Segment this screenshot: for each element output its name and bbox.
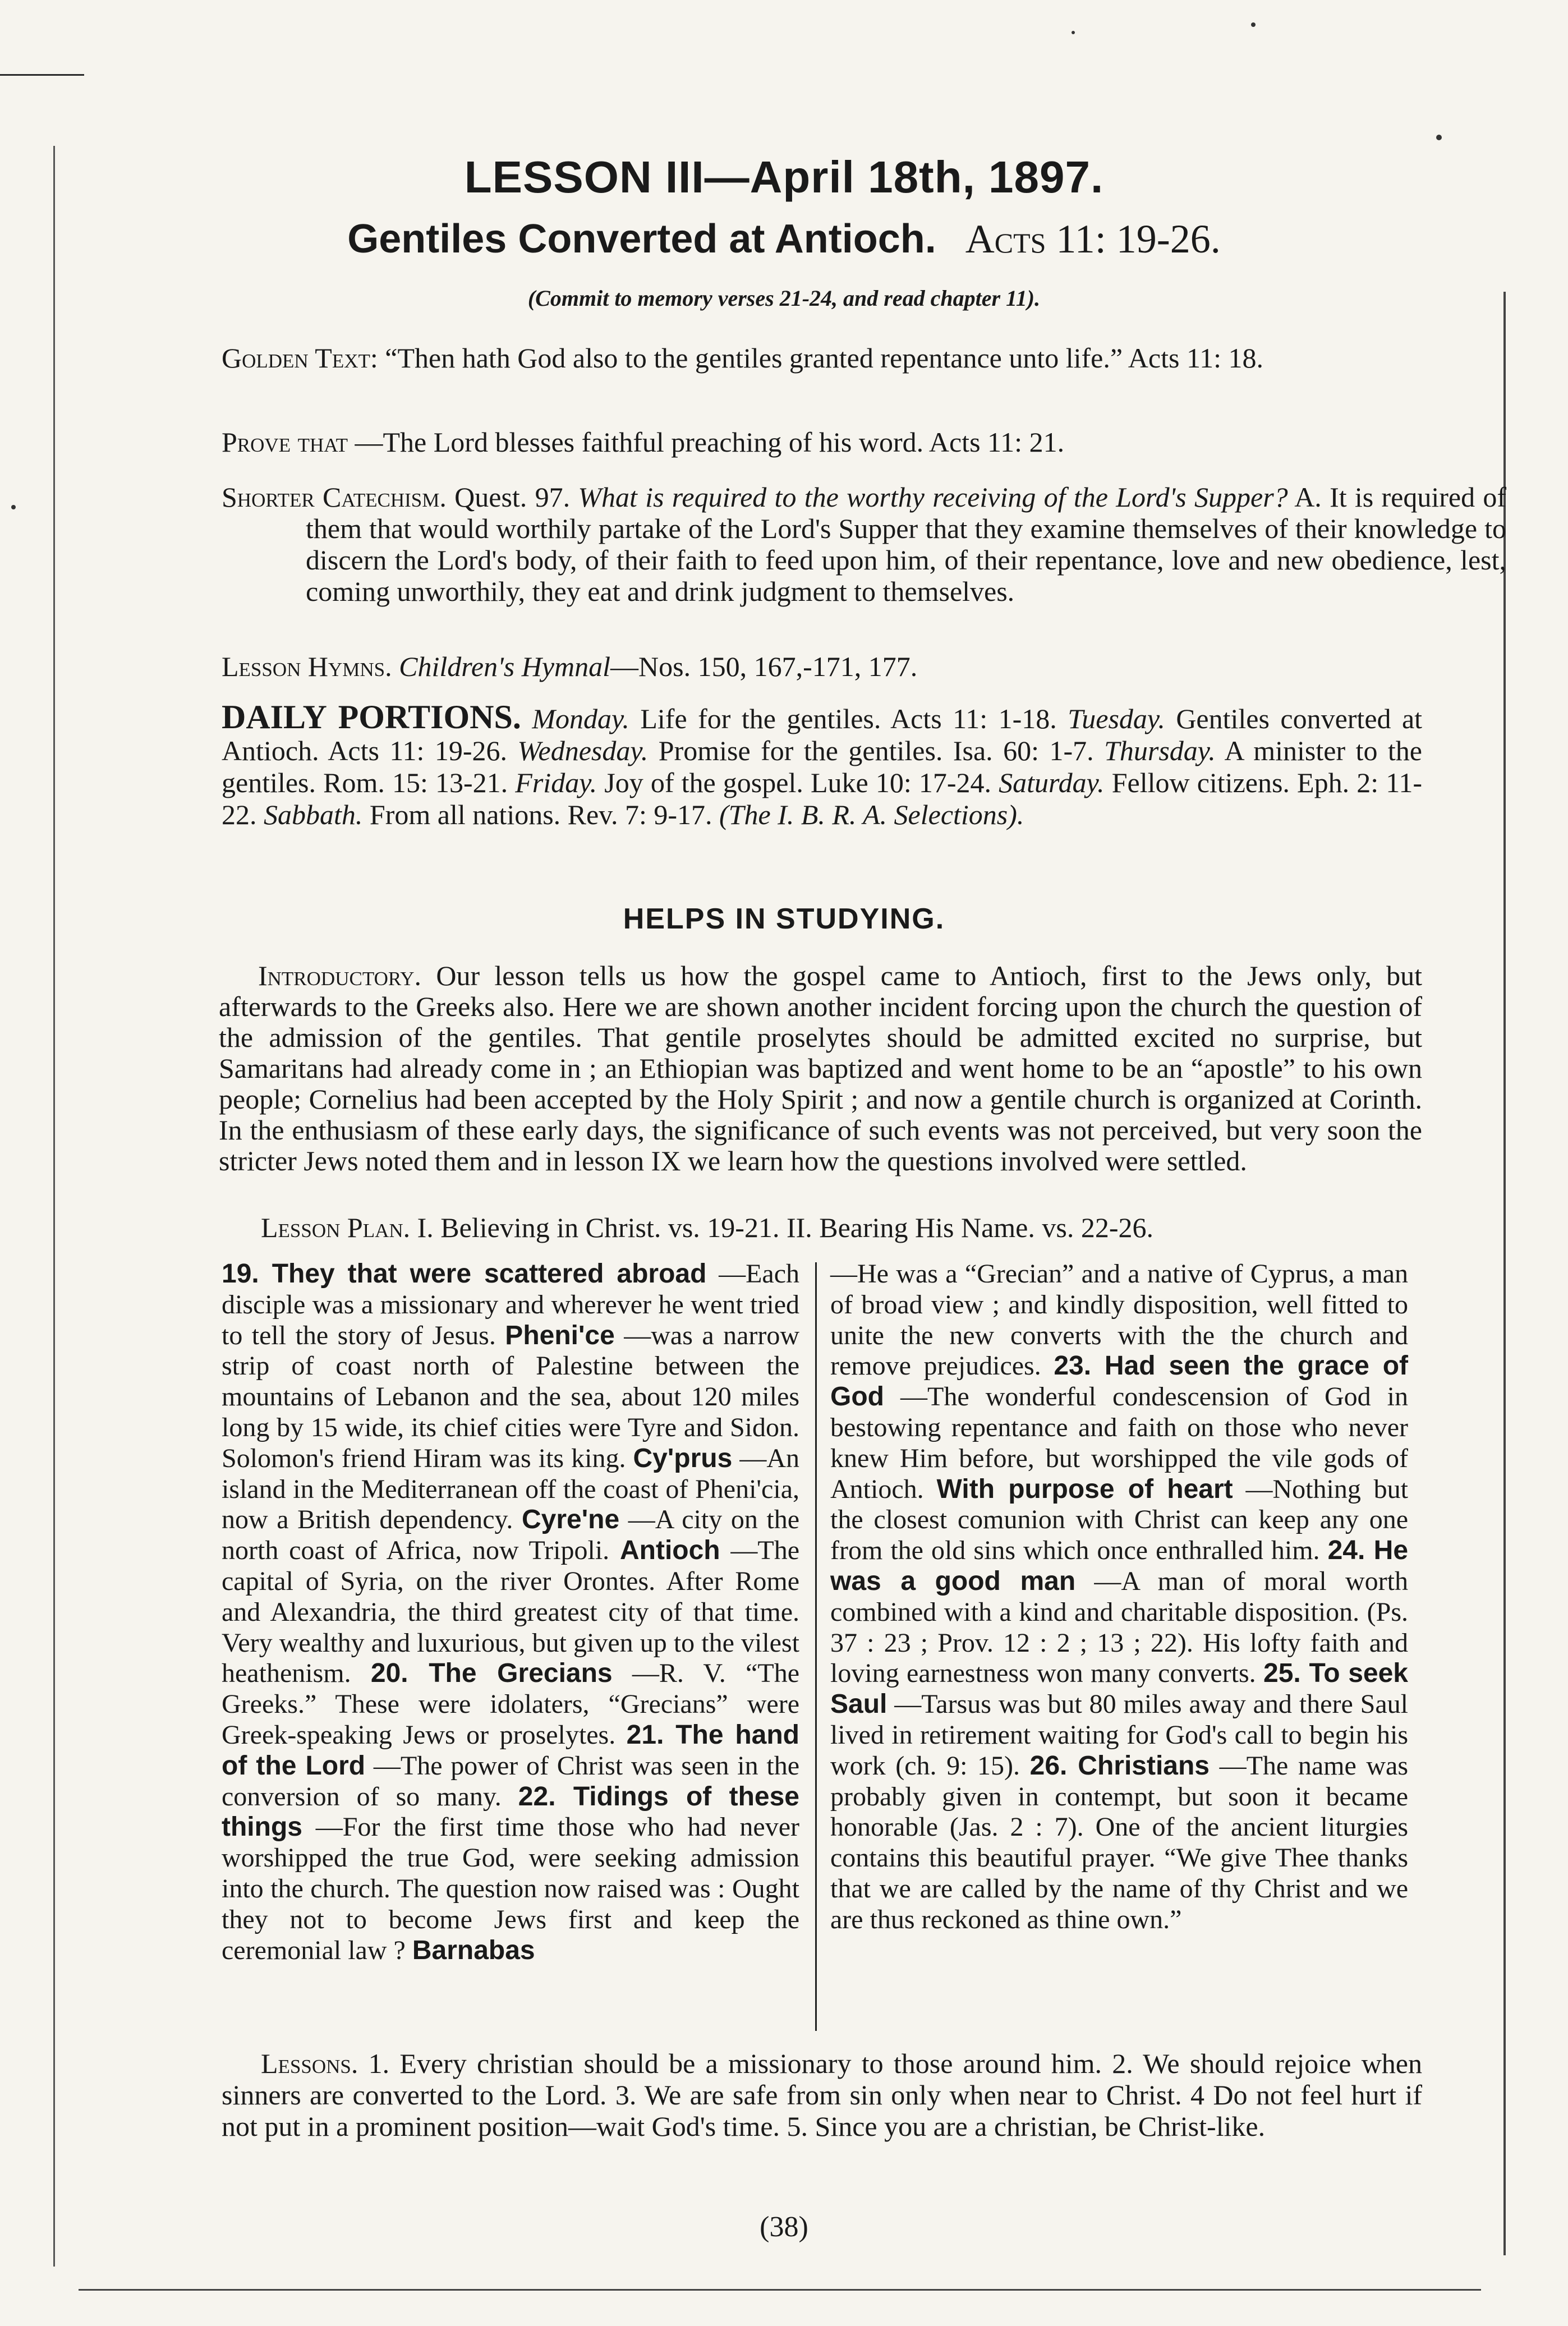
lesson-plan-label: Lesson Plan. [261,1212,411,1243]
lesson-plan-body: I. Believing in Christ. vs. 19-21. II. Bearing His Name. vs. 22-26. [417,1212,1153,1243]
verse-heading: Barnabas [412,1935,535,1965]
scan-edge-top [0,74,84,76]
verse-note: —A man of moral worth combined with a kind and charitable disposition. (Ps. 37 : 23 ; Prov. 12 : 2 ; 13 ; 22). His lofty faith and loving earnestness won many converts. [830,1566,1408,1689]
daily-day: Friday. [515,767,597,798]
subtitle-main: Gentiles Converted at Antioch. [347,217,936,261]
daily-text: Promise for the gentiles. Isa. 60: 1-7. [658,735,1094,766]
daily-day: Monday. [532,703,629,734]
golden-text-label: Golden Text: [222,342,378,374]
verse-heading: 25. To seek Saul [830,1658,1409,1720]
prove-that-body: —The Lord blesses faithful preaching of his word. Acts 11: 21. [355,426,1065,458]
catechism-label: Shorter Catechism. [222,481,447,513]
lesson-hymns [222,651,1422,682]
verse-heading: 20. The Grecians [370,1658,613,1689]
verse-note: —R. V. “The Greeks.” These were idolaters, “Grecians” were Greek-speaking Jews or proselytes. [222,1658,800,1750]
daily-text: Gentiles converted at Antioch. Acts 11: 19-26. [222,703,1423,766]
verse-note: —The capital of Syria, on the river Orontes. After Rome and Alexandria, the third greatest city of that time. Very wealthy and luxurious, but given up to the vilest heathenism. [222,1536,800,1689]
lessons [222,2048,1422,2142]
hymns-book: Children's Hymnal [399,651,611,682]
verse-note: —He was a “Grecian” and a native of Cyprus, a man of broad view ; and kindly disposition, well fitted to unite the new converts with the the church and remove prejudices. [830,1259,1408,1381]
introductory-body: Our lesson tells us how the gospel came to Antioch, first to the Jews only, but afterwards to the Greeks also. Here we are shown another incident forcing upon the church the question of the admission of the gentiles. That gentile proselytes should be admitted excited no surprise, but Samaritans had already come in ; an Ethiopian was baptized and went home to be an “apostle” to his own people; Cornelius had been accepted by the Holy Spirit ; and now a gentile church is organized at Corinth. In the enthusiasm of these early days, the significance of such events was not perceived, but very soon the stricter Jews noted them and in lesson IX we learn how the questions involved were settled. [219,960,1422,1176]
scan-speck [1436,135,1442,140]
daily-text: A minister to the gentiles. Rom. 15: 13-21. [222,735,1422,798]
daily-day: Sabbath. [264,799,363,830]
verse-heading: 21. The hand of the Lord [222,1720,799,1781]
verse-heading: Pheni'ce [505,1320,615,1350]
verse-heading: Antioch [619,1536,720,1566]
notes-left-column [222,1259,799,1966]
golden-text [222,342,1422,374]
shorter-catechism [222,481,1506,607]
verse-note: —The wonderful condescension of God in bestowing repentance and faith on those who never knew Him before, but worshipped the vile gods of Antioch. [830,1382,1409,1504]
golden-text-body: “Then hath God also to the gentiles granted repentance unto life.” Acts 11: 18. [385,342,1263,374]
scan-speck [11,505,16,509]
scan-speck [1072,31,1075,34]
notes-right-column [830,1259,1408,1936]
prove-that [222,426,1422,458]
verse-heading: Cy'prus [633,1443,733,1473]
daily-day: Saturday. [999,767,1105,798]
column-divider [815,1262,817,2031]
hymns-label: Lesson Hymns. [222,651,392,682]
introductory [219,960,1422,1176]
prove-that-label: Prove that [222,426,348,458]
daily-text: Fellow citizens. Eph. 2: 11-22. [222,767,1423,830]
verse-note: —The power of Christ was seen in the conversion of so many. [222,1750,800,1812]
helps-heading: HELPS IN STUDYING. [623,903,945,935]
daily-portions [222,698,1423,831]
daily-text: From all nations. Rev. 7: 9-17. [369,799,712,830]
verse-heading: With purpose of heart [936,1474,1233,1504]
lessons-body: 1. Every christian should be a missionary to those around him. 2. We should rejoice when sinners are converted to the Lord. 3. We are safe from sin only when near to Christ. 4 Do not feel hurt if not put in a prominent position—wait God's time. 5. Since you are a christian, be Christ-like. [222,2048,1422,2142]
hymns-numbers: —Nos. 150, 167,-171, 177. [610,651,918,682]
verse-note: —An island in the Mediterranean off the coast of Pheni'cia, now a British dependency. [222,1443,800,1535]
daily-portions-note: (The I. B. R. A. Selections). [719,799,1024,830]
verse-heading: Cyre'ne [521,1505,620,1535]
scan-edge-left [53,146,55,2267]
lesson-plan [222,1212,1422,1243]
introductory-label: Introductory. [258,960,422,991]
catechism-quest: Quest. 97. [454,481,571,513]
verse-heading: 22. Tidings of these things [222,1781,800,1842]
verse-heading: 23. Had seen the grace of God [830,1351,1408,1412]
scan-edge-bottom [79,2289,1481,2291]
catechism-answer: A. It is required of them that would worthily partake of the Lord's Supper that they examine themselves of their knowledge to discern the Lord's body, of their faith to feed upon him, of their repentance, love and new obedience, lest, coming unworthily, they eat and drink judgment to themselves. [306,481,1507,607]
daily-text: Joy of the gospel. Luke 10: 17-24. [604,767,991,798]
verse-note: —Tarsus was but 80 miles away and there Saul lived in retirement waiting for God's call to begin his work (ch. 9: 15). [830,1689,1409,1781]
commit-note: (Commit to memory verses 21-24, and read chapter 11). [527,286,1041,311]
lessons-label: Lessons. [261,2048,358,2079]
verse-note: —A city on the north coast of Africa, now Tripoli. [222,1505,800,1566]
lesson-title: LESSON III—April 18th, 1897. [464,152,1104,202]
verse-note: —Each disciple was a missionary and wherever he went tried to tell the story of Jesus. [222,1259,799,1350]
subtitle-ref: Acts 11: 19-26. [965,217,1221,261]
verse-heading: 19. They that were scattered abroad [222,1259,707,1289]
scan-speck [1251,22,1256,27]
verse-note: —was a narrow strip of coast north of Palestine between the mountains of Lebanon and the sea, about 120 miles long by 15 wide, its chief cities were Tyre and Sidon. Solomon's friend Hiram was its king. [222,1320,800,1473]
daily-portions-label: DAILY PORTIONS. [222,698,521,736]
daily-text: Life for the gentiles. Acts 11: 1-18. [640,703,1057,734]
page-number: (38) [760,2211,808,2243]
verse-heading: 24. He was a good man [830,1536,1409,1596]
verse-note: —The name was probably given in contempt, but soon it became honorable (Jas. 2 : 7). One of the ancient liturgies contains this beautiful prayer. “We give Thee thanks that we are called by the name of thy Christ and we are thus reckoned as thine own.” [830,1750,1409,1934]
verse-heading: 26. Christians [1029,1750,1210,1781]
verse-note: —For the first time those who had never worshipped the true God, were seeking admission into the church. The question now raised was : Ought they not to become Jews first and keep the ceremonial law ? [222,1812,800,1965]
daily-day: Tuesday. [1068,703,1165,734]
catechism-question: What is required to the worthy receiving of the Lord's Supper? [578,481,1288,513]
daily-day: Wednesday. [517,735,649,766]
verse-note: —Nothing but the closest comunion with Christ can keep any one from the old sins which once enthralled him. [830,1474,1409,1566]
lesson-subtitle [0,216,1568,263]
daily-day: Thursday. [1104,735,1216,766]
